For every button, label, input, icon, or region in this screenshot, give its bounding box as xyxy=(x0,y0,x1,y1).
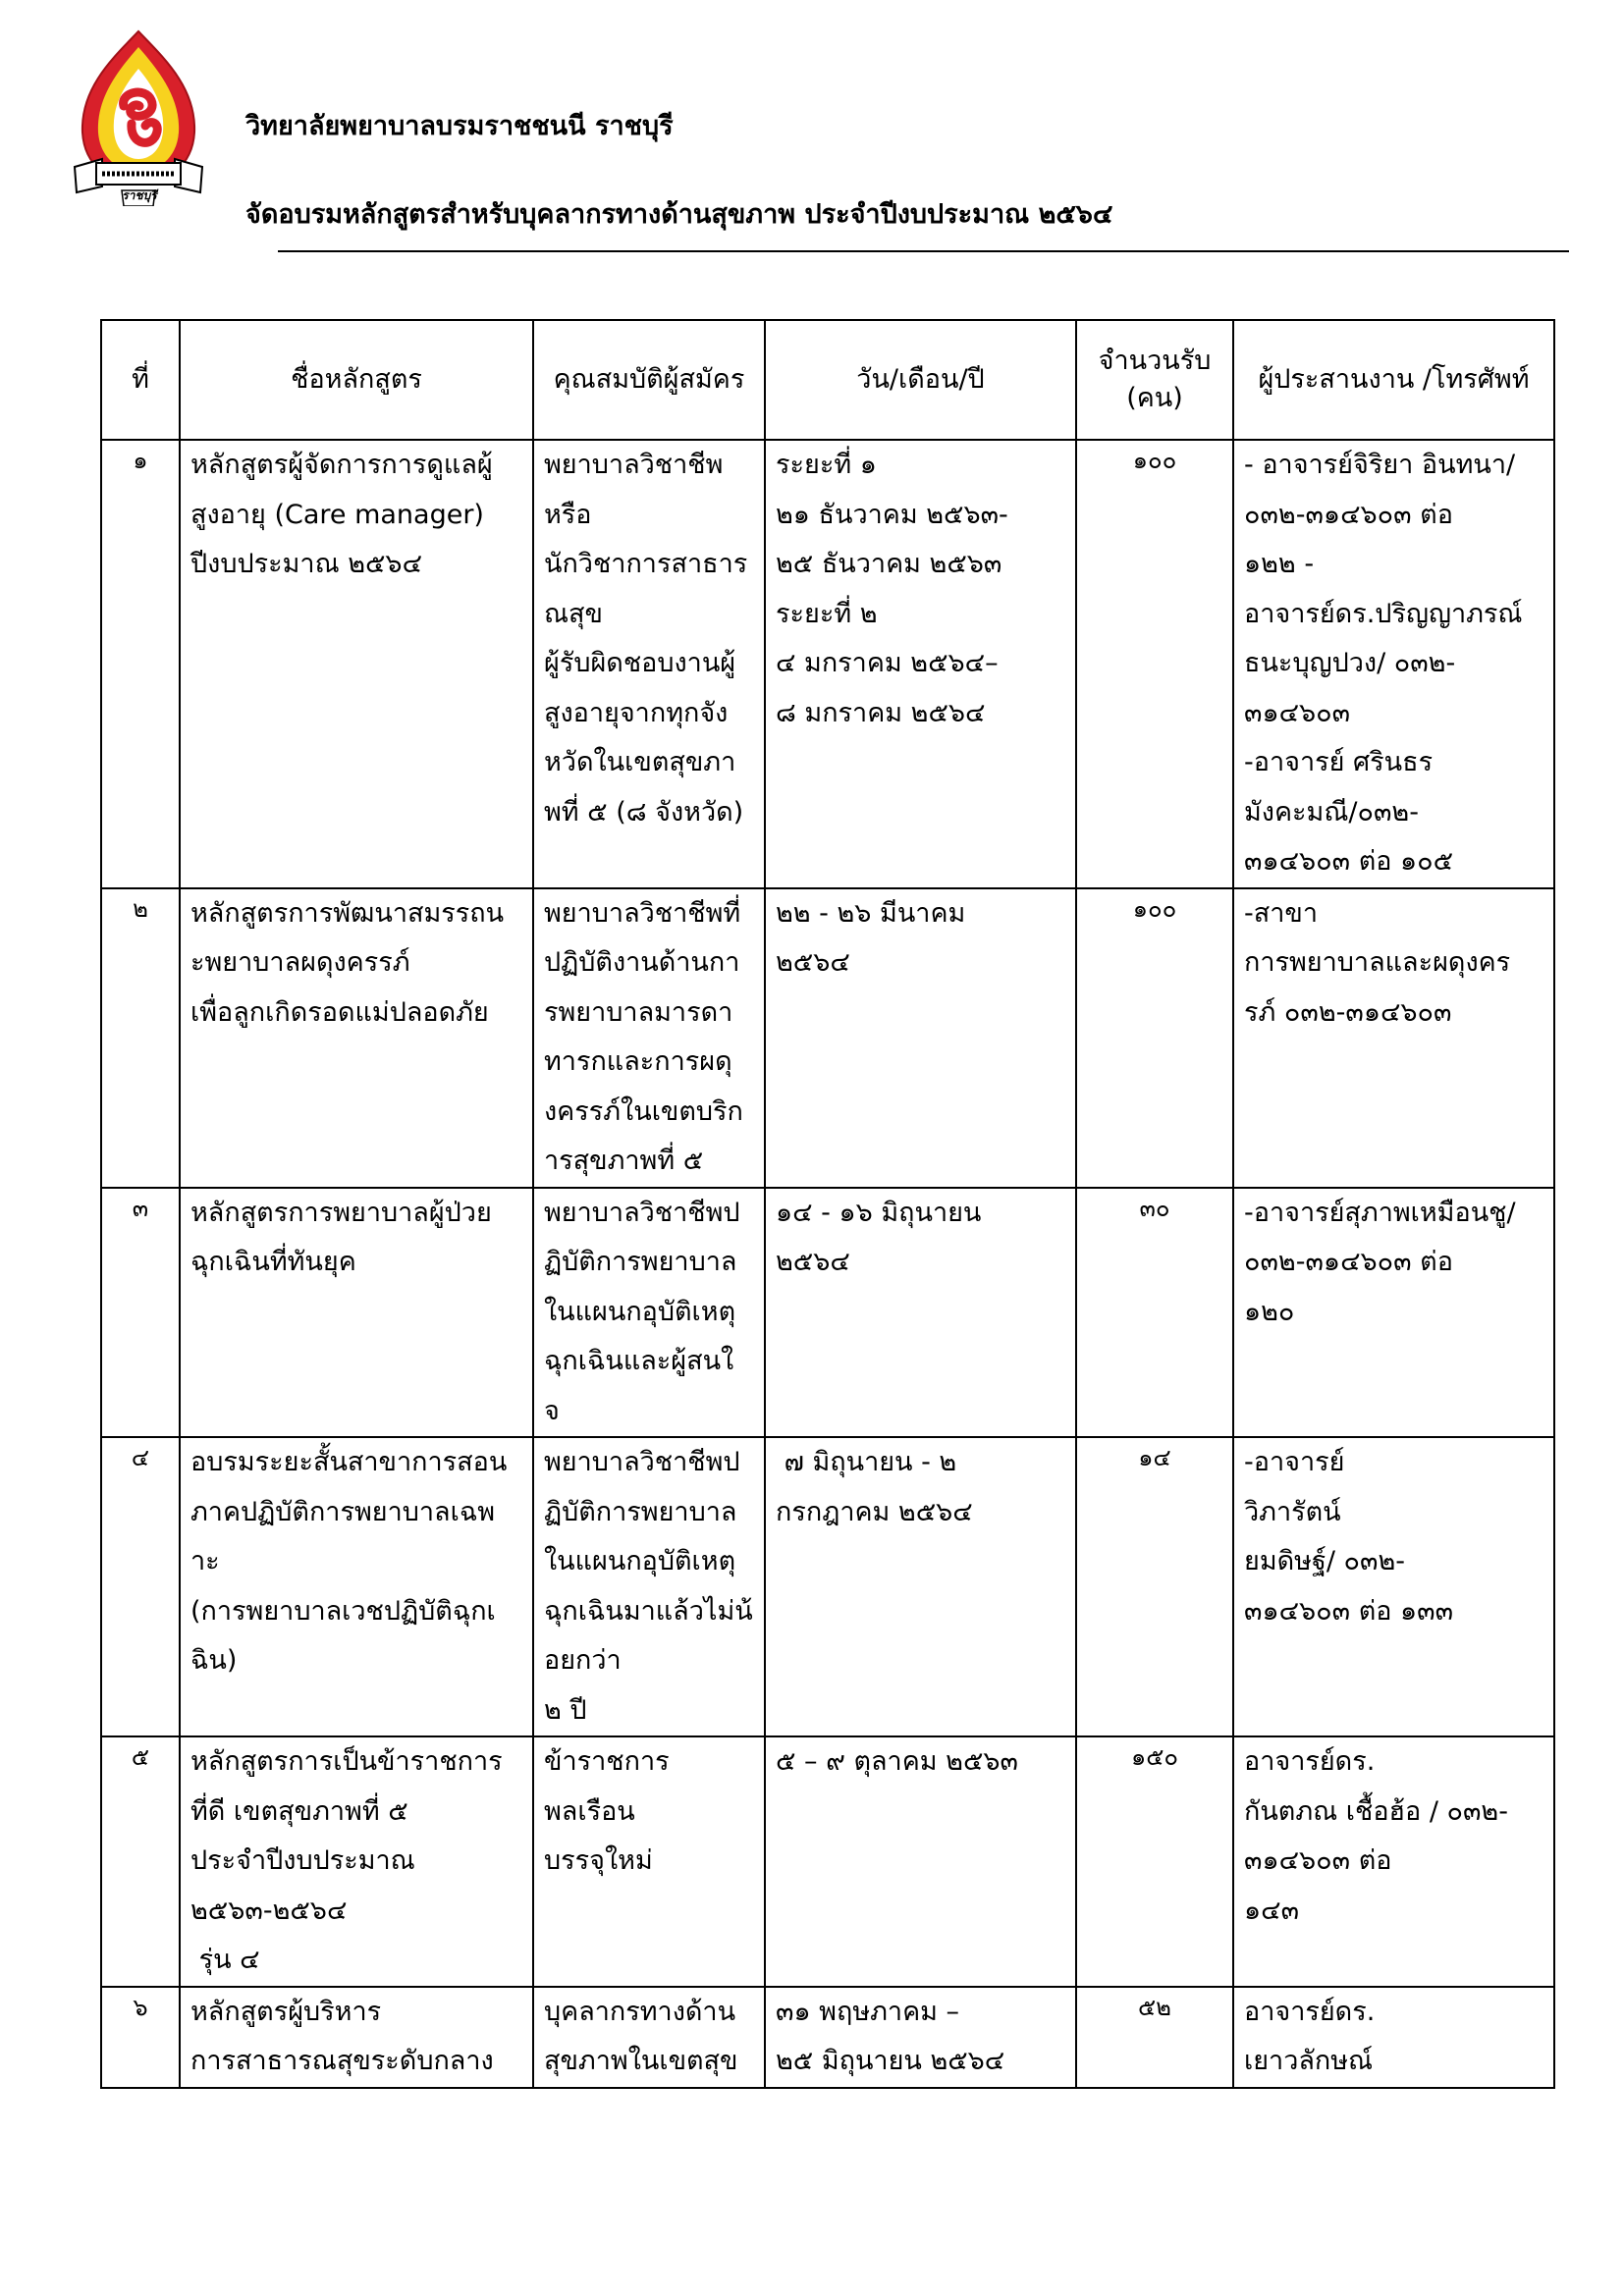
course-name xyxy=(180,1736,533,1987)
text-line: ๒๕๖๔ xyxy=(776,947,850,978)
text-line: ๓๑ พฤษภาคม – xyxy=(776,1996,960,2027)
capacity: ๑๕๐ xyxy=(1076,1736,1233,1987)
row-number: ๕ xyxy=(101,1736,180,1987)
table-row xyxy=(101,1437,1554,1736)
row-number: ๓ xyxy=(101,1188,180,1438)
text-line: ๒๒ - ๒๖ มีนาคม xyxy=(776,897,966,929)
text-line: หลักสูตรการพัฒนาสมรรถน xyxy=(190,897,505,929)
course-name xyxy=(180,888,533,1188)
text-line: าะ xyxy=(190,1546,220,1576)
text-line: หลักสูตรผู้บริหาร xyxy=(190,1996,382,2027)
text-line: ะพยาบาลผดุงครรภ์ xyxy=(190,947,410,978)
text-line: อาจารย์ดร. xyxy=(1244,1996,1376,2027)
text-line: ๑๔ - ๑๖ มิถุนายน xyxy=(776,1197,982,1228)
text-line: หรือ xyxy=(544,499,592,530)
text-line: บุคลากรทางด้าน xyxy=(544,1996,736,2027)
text-line: ๑๒๒ - xyxy=(1244,549,1315,579)
training-date xyxy=(765,1188,1076,1438)
header-no: ที่ xyxy=(101,320,180,440)
college-logo xyxy=(73,29,204,206)
text-line: กันตภณ เชื้อฮ้อ / ๐๓๒- xyxy=(1244,1795,1508,1827)
training-date xyxy=(765,1736,1076,1987)
text-line: ณสุข xyxy=(544,598,603,629)
text-line: พยาบาลวิชาชีพ xyxy=(544,450,724,480)
text-line: อาจารย์ดร. xyxy=(1244,1746,1376,1777)
text-line: บรรจุใหม่ xyxy=(544,1845,653,1876)
text-line: วิภารัตน์ xyxy=(1244,1496,1341,1527)
text-line: ฏิบัติการพยาบาล xyxy=(544,1247,737,1277)
text-line: งครรภ์ในเขตบริก xyxy=(544,1095,743,1127)
text-line: ๒๑ ธันวาคม ๒๕๖๓- xyxy=(776,499,1008,530)
text-line: ๓๑๔๖๐๓ ต่อ ๑๓๓ xyxy=(1244,1595,1454,1627)
text-line: มังคะมณี/๐๓๒- xyxy=(1244,796,1419,828)
capacity: ๑๔ xyxy=(1076,1437,1233,1736)
header-divider xyxy=(278,250,1569,252)
qualification xyxy=(533,440,765,888)
course-table xyxy=(100,319,1555,2089)
text-line: อยกว่า xyxy=(544,1645,622,1676)
text-line: นักวิชาการสาธาร xyxy=(544,549,748,579)
qualification xyxy=(533,1987,765,2088)
capacity: ๕๒ xyxy=(1076,1987,1233,2088)
row-number: ๖ xyxy=(101,1987,180,2088)
qualification xyxy=(533,1736,765,1987)
text-line: ผู้รับผิดชอบงานผู้ xyxy=(544,648,736,678)
text-line: ๗ มิถุนายน - ๒ xyxy=(776,1447,957,1477)
text-line: ฉุกเฉินที่ทันยุค xyxy=(190,1247,356,1277)
text-line: สูงอายุจากทุกจัง xyxy=(544,697,729,728)
text-line: ที่ดี เขตสุขภาพที่ ๕ xyxy=(190,1795,408,1827)
college-name: วิทยาลัยพยาบาลบรมราชชนนี ราชบุรี xyxy=(245,111,674,141)
text-line: ๓๑๔๖๐๓ ต่อ xyxy=(1244,1845,1392,1876)
text-line: ระยะที่ ๑ xyxy=(776,450,877,480)
training-date xyxy=(765,440,1076,888)
text-line: ปีงบประมาณ ๒๕๖๔ xyxy=(190,549,422,579)
text-line: ๒๕ มิถุนายน ๒๕๖๔ xyxy=(776,2046,1005,2076)
contact xyxy=(1233,440,1554,888)
text-line: หวัดในเขตสุขภา xyxy=(544,747,736,777)
text-line: ปฏิบัติงานด้านกา xyxy=(544,947,740,978)
table-row xyxy=(101,1188,1554,1438)
document-subtitle: จัดอบรมหลักสูตรสำหรับบุคลากรทางด้านสุขภาพ ประจำปีงบประมาณ ๒๕๖๔ xyxy=(245,199,1113,230)
header-capacity xyxy=(1076,320,1233,440)
text-line: (การพยาบาลเวชปฏิบัติฉุกเ xyxy=(190,1595,496,1627)
text-line: ข้าราชการ xyxy=(544,1746,670,1777)
header-capacity-line1: จำนวนรับ xyxy=(1098,346,1212,376)
text-line: ระยะที่ ๒ xyxy=(776,598,878,629)
text-line: ธนะบุญปวง/ ๐๓๒- xyxy=(1244,648,1456,678)
text-line: ๕ – ๙ ตุลาคม ๒๕๖๓ xyxy=(776,1746,1018,1777)
header-date: วัน/เดือน/ปี xyxy=(765,320,1076,440)
text-line: หลักสูตรผู้จัดการการดูแลผู้ xyxy=(190,450,493,480)
text-line: รุ่น ๔ xyxy=(190,1945,260,1975)
table-row xyxy=(101,888,1554,1188)
contact xyxy=(1233,888,1554,1188)
training-date xyxy=(765,1437,1076,1736)
text-line: ๘ มกราคม ๒๕๖๔ xyxy=(776,697,986,728)
text-line: พยาบาลวิชาชีพป xyxy=(544,1447,740,1477)
course-name xyxy=(180,440,533,888)
header-contact: ผู้ประสานงาน /โทรศัพท์ xyxy=(1233,320,1554,440)
table-row xyxy=(101,1987,1554,2088)
text-line: เพื่อลูกเกิดรอดแม่ปลอดภัย xyxy=(190,996,489,1028)
text-line: พยาบาลวิชาชีพที่ xyxy=(544,897,741,929)
text-line: พที่ ๕ (๘ จังหวัด) xyxy=(544,796,744,828)
text-line: อบรมระยะสั้นสาขาการสอน xyxy=(190,1447,508,1477)
row-number: ๒ xyxy=(101,888,180,1188)
text-line: ๐๓๒-๓๑๔๖๐๓ ต่อ xyxy=(1244,499,1453,530)
course-name xyxy=(180,1188,533,1438)
text-line: ๓๑๔๖๐๓ xyxy=(1244,697,1351,728)
text-line: ๒๕๖๓-๒๕๖๔ xyxy=(190,1895,348,1926)
training-date xyxy=(765,1987,1076,2088)
text-line: ภาคปฏิบัติการพยาบาลเฉพ xyxy=(190,1496,496,1527)
text-line: ๒๕ ธันวาคม ๒๕๖๓ xyxy=(776,549,1002,579)
contact xyxy=(1233,1437,1554,1736)
capacity: ๑๐๐ xyxy=(1076,440,1233,888)
text-line: เยาวลักษณ์ xyxy=(1244,2046,1374,2076)
text-line: สูงอายุ (Care manager) xyxy=(190,499,484,530)
qualification xyxy=(533,1437,765,1736)
qualification xyxy=(533,888,765,1188)
text-line: จ xyxy=(544,1395,560,1426)
text-line: -สาขา xyxy=(1244,897,1319,929)
text-line: - อาจารย์จิริยา อินทนา/ xyxy=(1244,450,1516,480)
text-line: ๑๔๓ xyxy=(1244,1895,1300,1926)
header-capacity-line2: (คน) xyxy=(1126,383,1183,413)
text-line: ฏิบัติการพยาบาล xyxy=(544,1496,737,1527)
course-name xyxy=(180,1437,533,1736)
table-header-row xyxy=(101,320,1554,440)
text-line: ๓๑๔๖๐๓ ต่อ ๑๐๕ xyxy=(1244,846,1454,877)
text-line: ฉิน) xyxy=(190,1645,238,1676)
text-line: -อาจารย์สุภาพเหมือนชู/ xyxy=(1244,1197,1516,1228)
text-line: ารสุขภาพที่ ๕ xyxy=(544,1146,704,1176)
text-line: -อาจารย์ xyxy=(1244,1447,1345,1477)
text-line: ๔ มกราคม ๒๕๖๔– xyxy=(776,648,999,678)
text-line: อาจารย์ดร.ปริญญาภรณ์ xyxy=(1244,598,1523,629)
logo-ribbon-text: ราชบุรี xyxy=(122,188,157,202)
capacity: ๓๐ xyxy=(1076,1188,1233,1438)
text-line: รพยาบาลมารดา xyxy=(544,996,733,1028)
capacity: ๑๐๐ xyxy=(1076,888,1233,1188)
table-row xyxy=(101,440,1554,888)
text-line: ประจำปีงบประมาณ xyxy=(190,1845,415,1876)
text-line: ฉุกเฉินและผู้สนใ xyxy=(544,1346,734,1376)
text-line: หลักสูตรการพยาบาลผู้ป่วย xyxy=(190,1197,492,1228)
text-line: พลเรือน xyxy=(544,1795,635,1827)
text-line: กรกฎาคม ๒๕๖๔ xyxy=(776,1496,973,1527)
text-line: ในแผนกอุบัติเหตุ xyxy=(544,1546,736,1576)
college-emblem-icon xyxy=(73,29,204,206)
text-line: ฉุกเฉินมาแล้วไม่น้ xyxy=(544,1595,753,1627)
table-row xyxy=(101,1736,1554,1987)
contact xyxy=(1233,1987,1554,2088)
text-line: ในแผนกอุบัติเหตุ xyxy=(544,1296,736,1327)
text-line: ทารกและการผดุ xyxy=(544,1046,732,1077)
text-line: ๒ ปี xyxy=(544,1694,587,1726)
qualification xyxy=(533,1188,765,1438)
text-line: -อาจารย์ ศรินธร xyxy=(1244,747,1434,777)
text-line: ยมดิษฐ์/ ๐๓๒- xyxy=(1244,1546,1406,1576)
contact xyxy=(1233,1736,1554,1987)
text-line: ๑๒๐ xyxy=(1244,1296,1295,1327)
contact xyxy=(1233,1188,1554,1438)
training-date xyxy=(765,888,1076,1188)
text-line: การสาธารณสุขระดับกลาง xyxy=(190,2046,494,2076)
row-number: ๑ xyxy=(101,440,180,888)
text-line: สุขภาพในเขตสุข xyxy=(544,2046,738,2076)
text-line: ๐๓๒-๓๑๔๖๐๓ ต่อ xyxy=(1244,1247,1453,1277)
text-line: รภ์ ๐๓๒-๓๑๔๖๐๓ xyxy=(1244,996,1452,1028)
text-line: ๒๕๖๔ xyxy=(776,1247,850,1277)
text-line: การพยาบาลและผดุงคร xyxy=(1244,947,1511,978)
header-course: ชื่อหลักสูตร xyxy=(180,320,533,440)
course-name xyxy=(180,1987,533,2088)
row-number: ๔ xyxy=(101,1437,180,1736)
text-line: หลักสูตรการเป็นข้าราชการ xyxy=(190,1746,503,1777)
text-line: พยาบาลวิชาชีพป xyxy=(544,1197,740,1228)
header-qualification: คุณสมบัติผู้สมัคร xyxy=(533,320,765,440)
